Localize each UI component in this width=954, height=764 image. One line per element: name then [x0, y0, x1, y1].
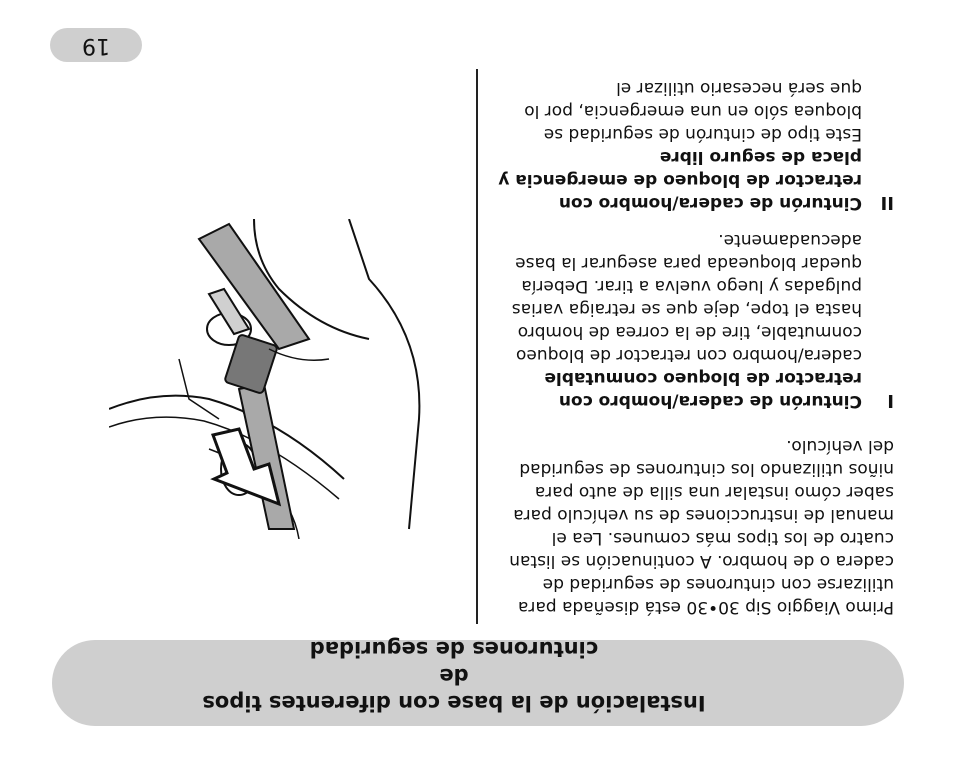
belt-type-item-1 [489, 228, 894, 412]
section-title-line-2: cinturones de seguridad [309, 637, 599, 661]
item-body: cadera/hombro con retractor de bloqueo conmutable, tire de la correa de hombro hasta el tope, deje que se retraiga varias pulgadas y luego vuelva a tirar. Debería quedar bloqueada para asegurar la base adecuadamente. [511, 230, 862, 365]
text-column [489, 62, 894, 618]
section-title [194, 635, 714, 716]
item-body: Este tipo de cinturón de seguridad se bloquea sólo en una emergencia, por lo que será necesario utilizar el [524, 78, 862, 144]
section-title-line-1: Instalación de la base con diferentes tipos de [202, 664, 706, 715]
intro-paragraph: Primo Viaggio Sip 30•30 está diseñada para utilizarse con cinturones de seguridad de cadera o de hombro. A continuación se listan cuatro de los tipos más comunes. Lea el manual de instrucciones de su vehículo para saber cómo instalar una silla de auto para niños utilizando los cinturones de seguridad del vehículo. [509, 436, 894, 617]
section-header-band [52, 637, 904, 726]
belt-type-item-2 [489, 76, 894, 214]
item-number: I [887, 390, 894, 411]
item-title: Cinturón de cadera/hombro con retractor de bloqueo conmutable [544, 368, 862, 411]
column-divider [476, 69, 478, 624]
car-seat-belt-illustration-icon [109, 219, 439, 539]
page-number: 19 [50, 28, 142, 62]
illustration-svg [109, 219, 439, 539]
item-title: Cinturón de cadera/hombro con retractor de bloqueo de emergencia y placa de seguro libre [498, 147, 862, 213]
item-number: II [880, 192, 894, 213]
